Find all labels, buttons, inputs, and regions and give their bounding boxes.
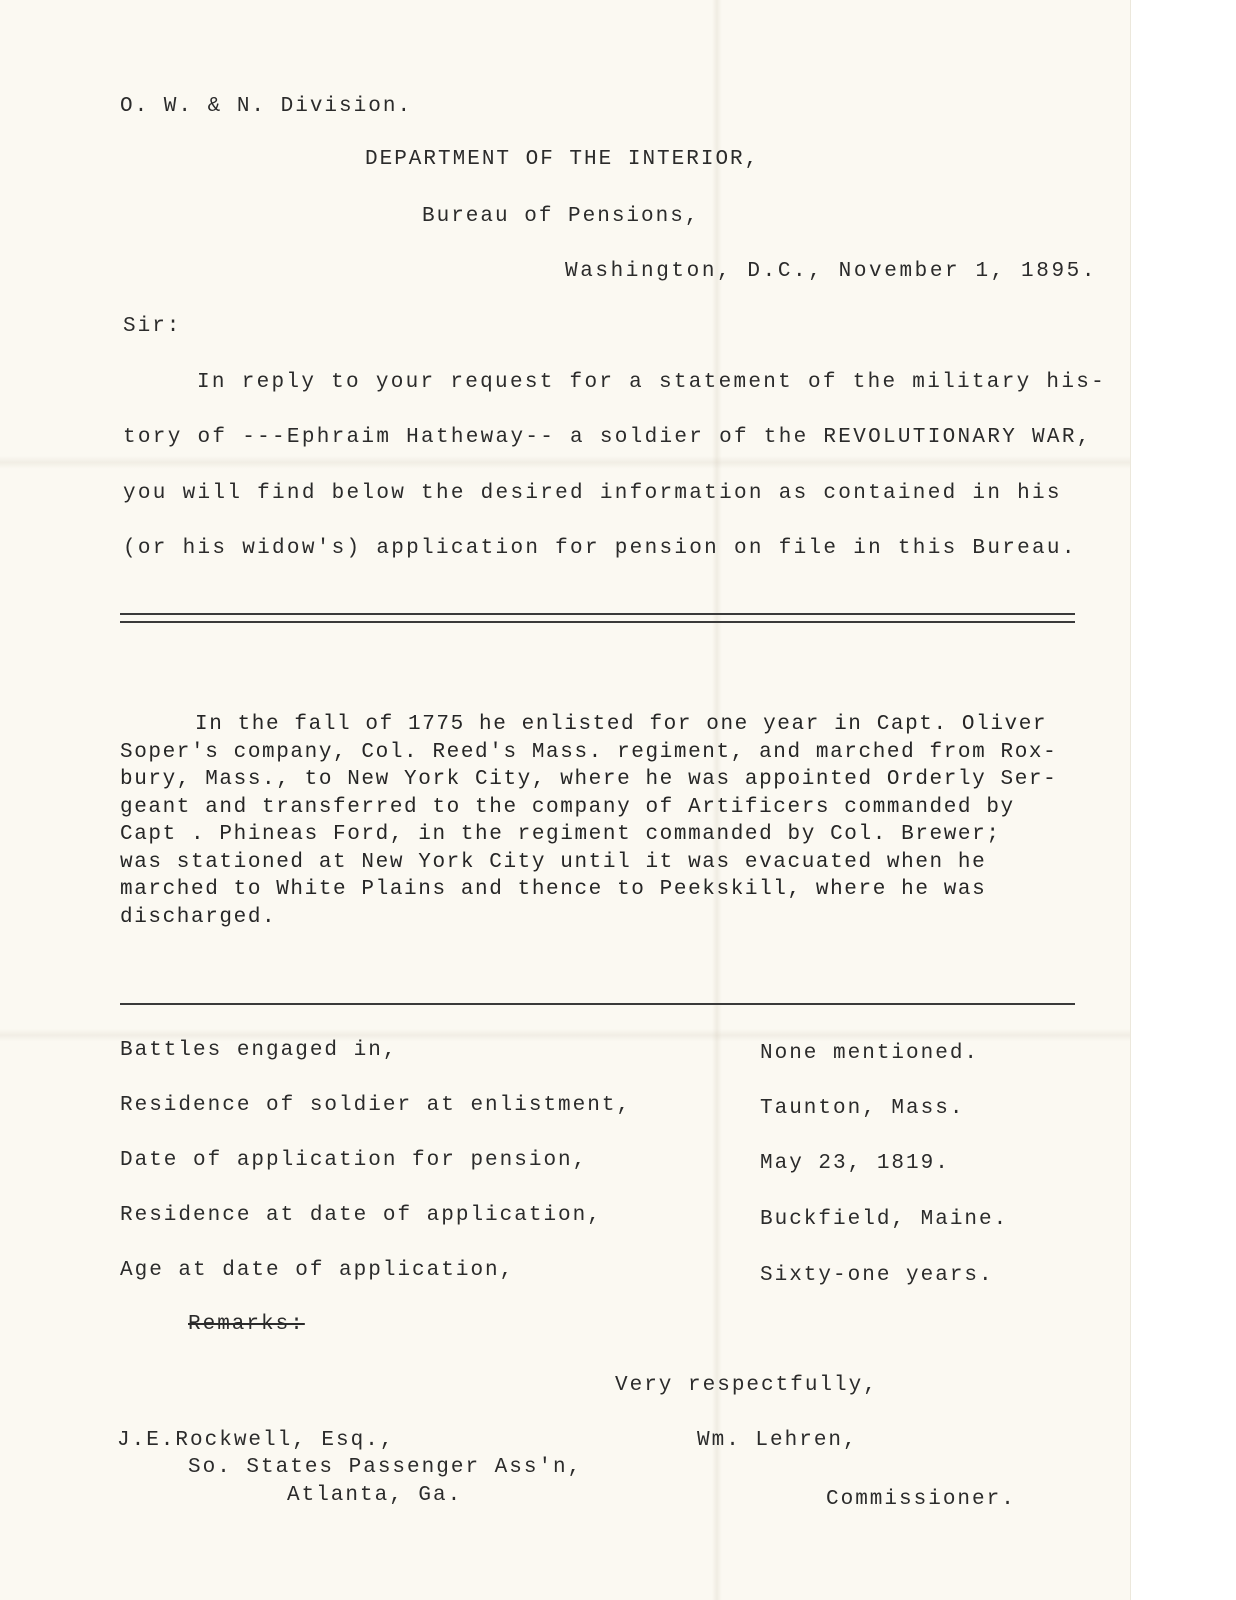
complimentary-close: Very respectfully,: [615, 1374, 878, 1397]
addressee-organization: So. States Passenger Ass'n,: [188, 1456, 583, 1479]
residence-enlistment-label: Residence of soldier at enlistment,: [120, 1094, 632, 1117]
residence-application-value: Buckfield, Maine.: [760, 1208, 1009, 1231]
intro-line-4: (or his widow's) application for pension on file in this Bureau.: [123, 537, 1077, 560]
double-rule-top: [120, 613, 1075, 615]
age-label: Age at date of application,: [120, 1259, 515, 1282]
signer-title: Commissioner.: [826, 1488, 1016, 1511]
signer-name: Wm. Lehren,: [697, 1429, 858, 1452]
battles-value: None mentioned.: [760, 1042, 980, 1065]
intro-line-3: you will find below the desired information as contained in his: [123, 482, 1062, 505]
application-date-label: Date of application for pension,: [120, 1149, 588, 1172]
double-rule-bottom: [120, 621, 1075, 623]
intro-line-2: tory of ---Ephraim Hatheway-- a soldier of the REVOLUTIONARY WAR,: [123, 426, 1092, 449]
place-date-line: Washington, D.C., November 1, 1895.: [565, 260, 1098, 283]
residence-application-label: Residence at date of application,: [120, 1204, 602, 1227]
residence-enlistment-value: Taunton, Mass.: [760, 1097, 965, 1120]
page-right-margin: [1130, 0, 1236, 1600]
bureau-heading: Bureau of Pensions,: [422, 205, 700, 228]
salutation: Sir:: [123, 315, 182, 338]
remarks-label: Remarks:: [188, 1313, 305, 1336]
addressee-city: Atlanta, Ga.: [287, 1484, 463, 1507]
age-value: Sixty-one years.: [760, 1264, 994, 1287]
battles-label: Battles engaged in,: [120, 1039, 398, 1062]
intro-line-1: In reply to your request for a statement of the military his-: [197, 371, 1107, 394]
application-date-value: May 23, 1819.: [760, 1152, 950, 1175]
history-paragraph: In the fall of 1775 he enlisted for one year in Capt. Oliver Soper's company, Col. Reed's Mass. regiment, and marched from Rox- bury, Mass., to New York City, where he was appointed Orderly Ser- geant and transferred to the company of Artificers commanded by Capt . Phineas Ford, in the regiment commanded by Col. Brewer; was stationed at New York City until it was evacuated when he marched to White Plains and thence to Peekskill, where he was discharged.: [120, 713, 1058, 929]
section-rule: [120, 1003, 1075, 1005]
department-heading: DEPARTMENT OF THE INTERIOR,: [365, 148, 760, 171]
addressee-name: J.E.Rockwell, Esq.,: [117, 1429, 395, 1452]
division-line: O. W. & N. Division.: [120, 95, 413, 118]
